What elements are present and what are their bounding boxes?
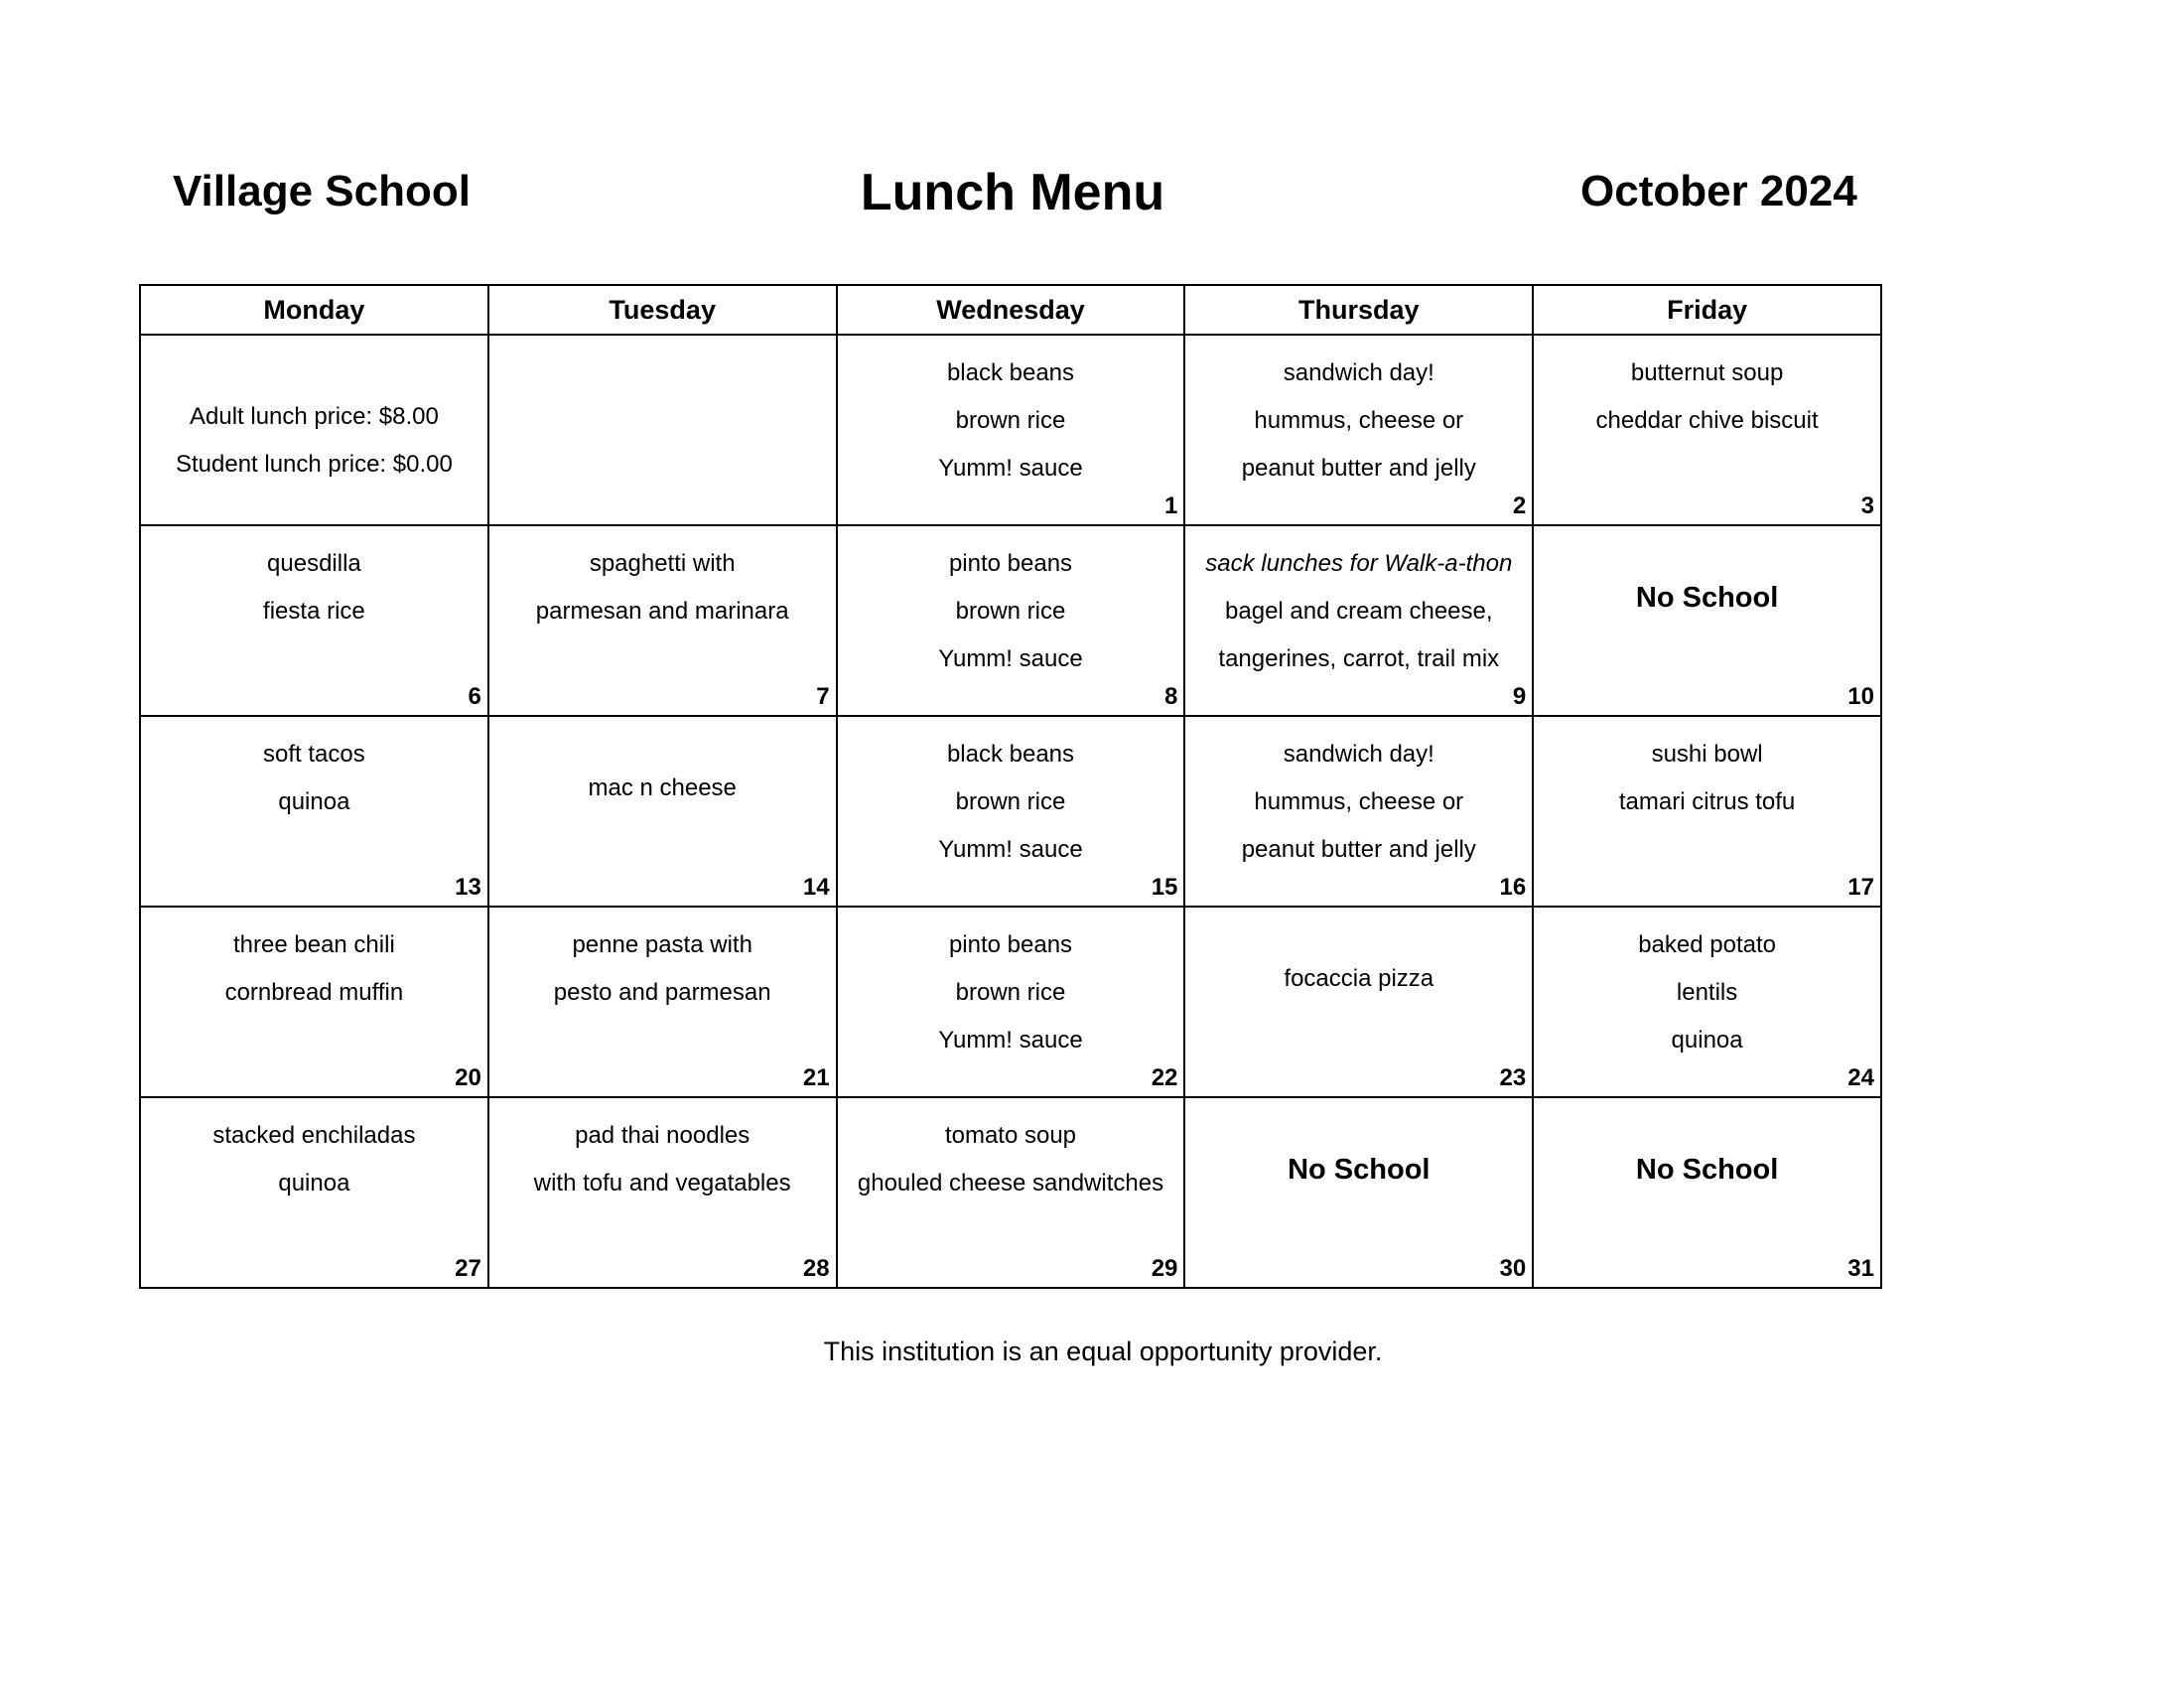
menu-item: brown rice	[955, 788, 1066, 815]
menu-item: quesdilla	[267, 550, 361, 577]
day-cell	[1533, 525, 1881, 716]
lunch-calendar	[139, 284, 1882, 1289]
day-number: 8	[1164, 683, 1178, 710]
day-number: 10	[1847, 683, 1874, 710]
menu-item: butternut soup	[1630, 359, 1784, 386]
day-number: 1	[1164, 492, 1178, 519]
day-cell	[837, 716, 1185, 907]
menu-item: with tofu and vegatables	[533, 1170, 791, 1196]
menu-item: sandwich day!	[1283, 741, 1434, 768]
day-cell	[1184, 716, 1533, 907]
menu-item: tamari citrus tofu	[1618, 788, 1796, 815]
menu-item: hummus, cheese or	[1254, 407, 1464, 434]
day-number: 24	[1847, 1064, 1874, 1091]
day-cell	[837, 525, 1185, 716]
day-cell	[837, 1097, 1185, 1288]
no-school-label: No School	[1635, 1154, 1779, 1186]
menu-item: quinoa	[1671, 1027, 1743, 1054]
day-cell	[488, 716, 837, 907]
day-number: 14	[802, 874, 830, 901]
day-number: 7	[816, 683, 830, 710]
day-cell	[488, 907, 837, 1097]
menu-month: October 2024	[1580, 167, 1857, 215]
day-number: 22	[1151, 1064, 1178, 1091]
day-number: 28	[802, 1255, 830, 1282]
weekday-tuesday: Tuesday	[488, 285, 837, 335]
menu-item: brown rice	[955, 598, 1066, 625]
day-number: 17	[1847, 874, 1874, 901]
menu-item: ghouled cheese sandwitches	[857, 1170, 1164, 1196]
week-row	[140, 907, 1881, 1097]
menu-item: peanut butter and jelly	[1241, 836, 1476, 863]
menu-item: parmesan and marinara	[535, 598, 789, 625]
week-row	[140, 335, 1881, 525]
menu-item: Yumm! sauce	[938, 645, 1083, 672]
day-number: 13	[455, 874, 481, 901]
menu-item: brown rice	[955, 979, 1066, 1006]
weekday-header-row	[140, 285, 1881, 335]
day-number: 16	[1499, 874, 1527, 901]
menu-item: sushi bowl	[1651, 741, 1763, 768]
week-row	[140, 716, 1881, 907]
day-cell	[837, 335, 1185, 525]
price-info-cell	[140, 335, 488, 525]
day-number: 2	[1512, 492, 1527, 519]
student-price: Student lunch price: $0.00	[175, 451, 453, 478]
weekday-monday: Monday	[140, 285, 488, 335]
day-cell	[1184, 335, 1533, 525]
day-number: 3	[1860, 492, 1874, 519]
day-cell	[140, 907, 488, 1097]
menu-item: cornbread muffin	[224, 979, 404, 1006]
day-cell	[1533, 335, 1881, 525]
footer-note: This institution is an equal opportunity provider.	[823, 1336, 1383, 1366]
menu-item: pinto beans	[948, 931, 1073, 958]
menu-item: three bean chili	[233, 931, 395, 958]
menu-item: black beans	[946, 359, 1075, 386]
day-cell	[1533, 716, 1881, 907]
day-cell	[140, 1097, 488, 1288]
no-school-label: No School	[1288, 1154, 1431, 1186]
menu-item: quinoa	[278, 788, 350, 815]
day-number: 20	[455, 1064, 481, 1091]
day-number: 15	[1151, 874, 1178, 901]
menu-item: sack lunches for Walk-a-thon	[1205, 550, 1513, 577]
day-number: 30	[1499, 1255, 1527, 1282]
no-school-label: No School	[1635, 582, 1779, 614]
menu-item: penne pasta with	[572, 931, 752, 958]
menu-item: spaghetti with	[589, 550, 736, 577]
weekday-thursday: Thursday	[1184, 285, 1533, 335]
menu-item: pinto beans	[948, 550, 1073, 577]
day-cell	[1184, 1097, 1533, 1288]
school-name: Village School	[173, 167, 471, 215]
day-cell	[140, 525, 488, 716]
day-number: 29	[1151, 1255, 1178, 1282]
day-cell	[1184, 907, 1533, 1097]
day-cell	[488, 1097, 837, 1288]
empty-day-cell	[488, 335, 837, 525]
menu-item: lentils	[1676, 979, 1738, 1006]
day-number: 23	[1499, 1064, 1527, 1091]
day-cell	[1533, 1097, 1881, 1288]
menu-item: peanut butter and jelly	[1241, 455, 1476, 482]
week-row	[140, 525, 1881, 716]
day-number: 9	[1512, 683, 1527, 710]
weekday-wednesday: Wednesday	[837, 285, 1185, 335]
menu-item: stacked enchiladas	[212, 1122, 416, 1149]
menu-item: black beans	[946, 741, 1075, 768]
menu-item: cheddar chive biscuit	[1595, 407, 1819, 434]
menu-item: pesto and parmesan	[553, 979, 771, 1006]
day-number: 31	[1847, 1255, 1874, 1282]
menu-item: tomato soup	[944, 1122, 1077, 1149]
page-title: Lunch Menu	[860, 164, 1165, 221]
menu-item: Yumm! sauce	[938, 1027, 1083, 1054]
day-cell	[1184, 525, 1533, 716]
menu-item: bagel and cream cheese,	[1225, 598, 1493, 625]
menu-item: hummus, cheese or	[1254, 788, 1464, 815]
day-cell	[837, 907, 1185, 1097]
calendar-body	[140, 335, 1881, 1288]
menu-item: fiesta rice	[263, 598, 365, 625]
menu-item: quinoa	[278, 1170, 350, 1196]
menu-item: Yumm! sauce	[938, 455, 1083, 482]
day-cell	[488, 525, 837, 716]
menu-item: tangerines, carrot, trail mix	[1218, 645, 1500, 672]
menu-item: focaccia pizza	[1284, 965, 1434, 992]
menu-item: brown rice	[955, 407, 1066, 434]
menu-item: baked potato	[1638, 931, 1776, 958]
menu-item: soft tacos	[263, 741, 365, 768]
day-cell	[1533, 907, 1881, 1097]
day-number: 21	[802, 1064, 830, 1091]
adult-price: Adult lunch price: $8.00	[189, 403, 439, 430]
menu-item: mac n cheese	[588, 774, 737, 801]
weekday-friday: Friday	[1533, 285, 1881, 335]
week-row	[140, 1097, 1881, 1288]
menu-item: sandwich day!	[1283, 359, 1434, 386]
day-number: 6	[468, 683, 481, 710]
menu-item: pad thai noodles	[575, 1122, 751, 1149]
day-cell	[140, 716, 488, 907]
menu-item: Yumm! sauce	[938, 836, 1083, 863]
day-number: 27	[455, 1255, 481, 1282]
